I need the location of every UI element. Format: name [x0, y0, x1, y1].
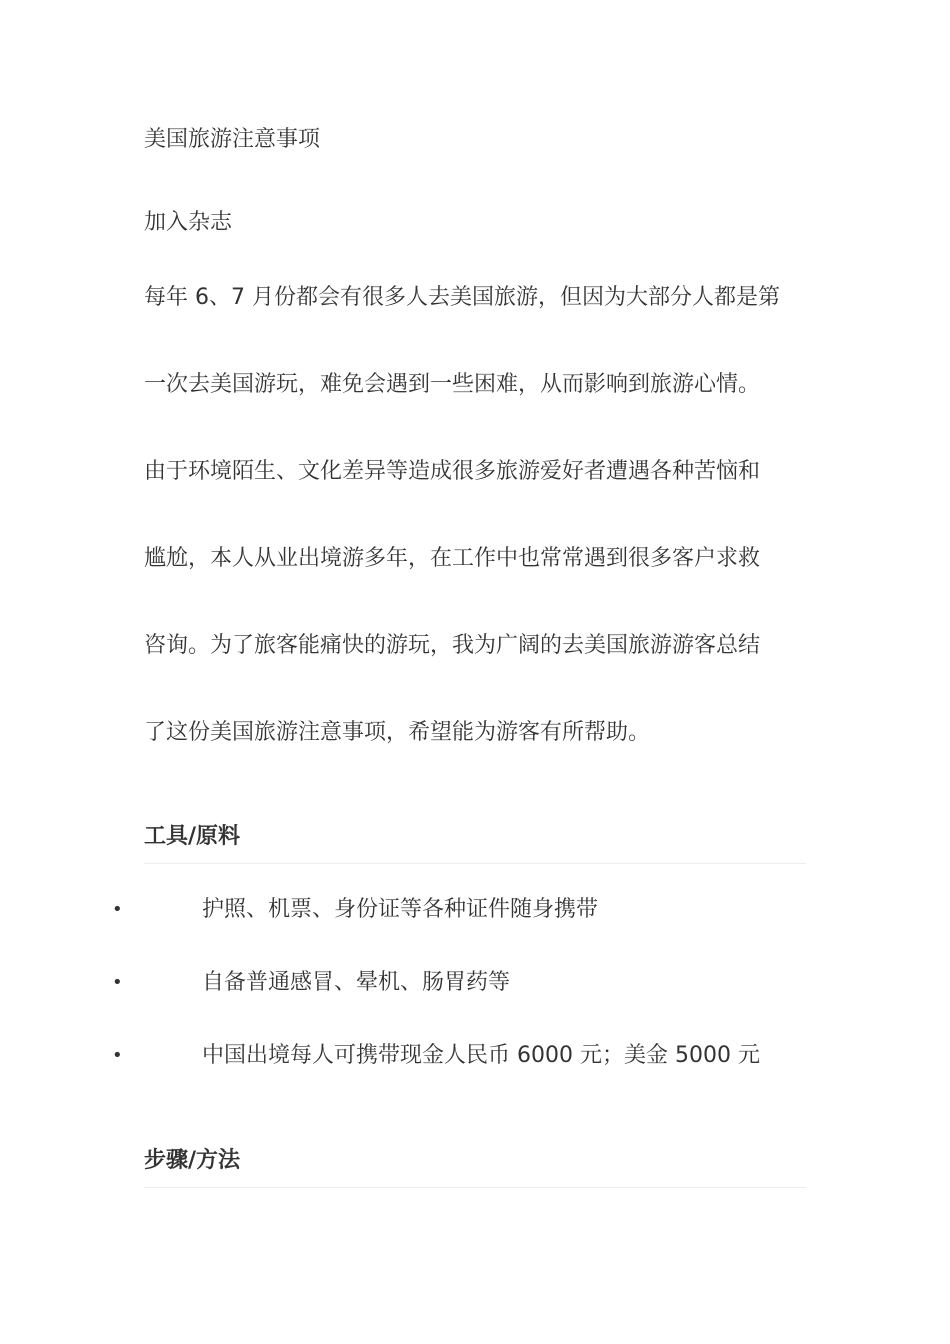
list-item — [0, 1036, 950, 1109]
intro-line: 一次去美国游玩，难免会遇到一些困难，从而影响到旅游心情。 — [144, 372, 761, 397]
document-title: 美国旅游注意事项 — [144, 127, 321, 152]
bullet-icon: • — [112, 972, 123, 993]
tools-item-text: 护照、机票、身份证等各种证件随身携带 — [202, 897, 599, 922]
intro-line: 尴尬，本人从业出境游多年，在工作中也常常遇到很多客户求救 — [144, 546, 761, 571]
tools-item-text: 中国出境每人可携带现金人民币 6000 元；美金 5000 元 — [202, 1043, 760, 1068]
intro-line: 咨询。为了旅客能痛快的游玩，我为广阔的去美国旅游游客总结 — [144, 633, 761, 658]
tools-section-heading: 工具/原料 — [144, 821, 806, 864]
tools-list — [0, 890, 950, 1109]
intro-line: 了这份美国旅游注意事项，希望能为游客有所帮助。 — [144, 720, 651, 745]
bullet-icon: • — [112, 1045, 123, 1066]
add-to-magazine-link[interactable]: 加入杂志 — [144, 210, 233, 235]
intro-line: 每年 6、7 月份都会有很多人去美国旅游，但因为大部分人都是第 — [144, 285, 780, 310]
steps-section-heading: 步骤/方法 — [144, 1145, 806, 1188]
bullet-icon: • — [112, 899, 123, 920]
list-item — [0, 963, 950, 1036]
tools-item-text: 自备普通感冒、晕机、肠胃药等 — [202, 970, 511, 995]
list-item — [0, 890, 950, 963]
intro-paragraph — [144, 254, 808, 776]
intro-line: 由于环境陌生、文化差异等造成很多旅游爱好者遭遇各种苦恼和 — [144, 459, 761, 484]
